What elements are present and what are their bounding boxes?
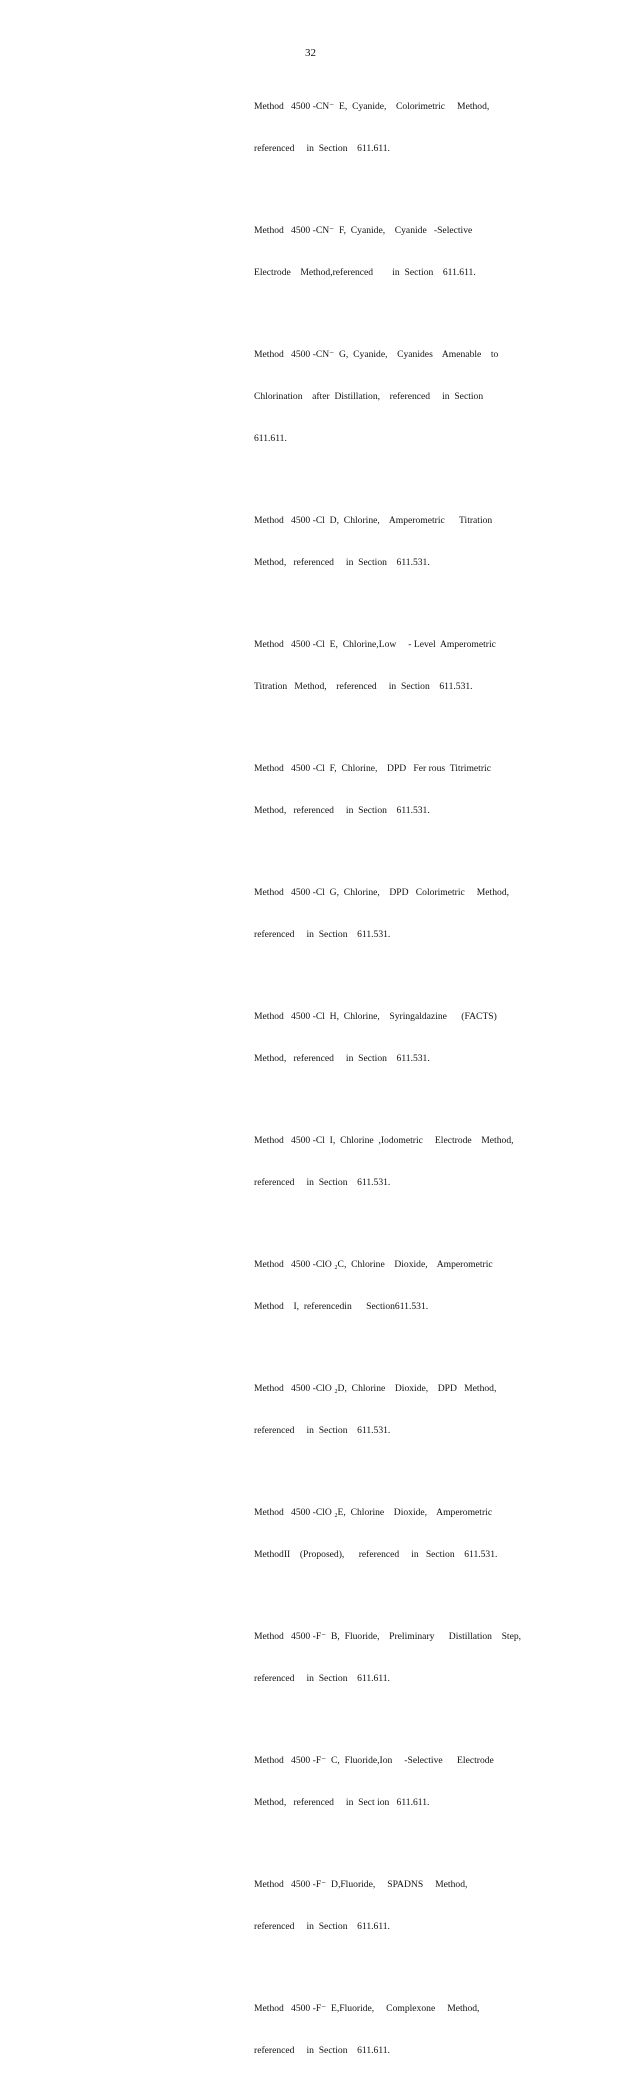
entry-line: Method 4500 -ClO ₂E, Chlorine Dioxide, Amperometric [254, 1507, 493, 1518]
entry-line: Method 4500 -Cl G, Chlorine, DPD Colorimetric Method, [254, 887, 510, 898]
method-entry [254, 1850, 544, 1962]
entry-line: Method 4500 -Cl H, Chlorine, Syringaldazine (FACTS) [254, 1011, 497, 1022]
method-entry [254, 982, 544, 1094]
entry-line: Chlorination after Distillation, referenced in Section [254, 391, 484, 402]
entry-line: Titration Method, referenced in Section 611.531. [254, 681, 473, 692]
entry-line: Method 4500 -ClO ₂C, Chlorine Dioxide, Amperometric [254, 1259, 493, 1270]
entry-line: Method 4500 -CN⁻ F, Cyanide, Cyanide -Selective [254, 225, 473, 236]
entry-line: Method 4500 -CN⁻ E, Cyanide, Colorimetric Method, [254, 101, 490, 112]
method-entry [254, 1478, 544, 1590]
entry-line: Method 4500 -Cl D, Chlorine, Amperometric Titration [254, 515, 493, 526]
entry-line: referenced in Section 611.611. [254, 143, 390, 154]
entry-line: Method 4500 -F⁻ D,Fluoride, SPADNS Method, [254, 1879, 468, 1890]
method-entry [254, 1230, 544, 1342]
entry-line: Method 4500 -Cl F, Chlorine, DPD Fer rous Titrimetric [254, 763, 491, 774]
method-entry [254, 1106, 544, 1218]
entry-line: referenced in Section 611.611. [254, 1673, 390, 1684]
entry-line: Electrode Method,referenced in Section 611.611. [254, 267, 476, 278]
entry-line: referenced in Section 611.531. [254, 929, 391, 940]
method-entry [254, 1726, 544, 1838]
entry-line: 611.611. [254, 433, 287, 444]
method-entry [254, 72, 544, 184]
entry-line: referenced in Section 611.531. [254, 1177, 391, 1188]
entry-line: Method, referenced in Section 611.531. [254, 557, 430, 568]
method-entry [254, 1354, 544, 1466]
method-entry [254, 858, 544, 970]
entry-line: Method 4500 -F⁻ E,Fluoride, Complexone Method, [254, 2003, 480, 2014]
entry-line: Method 4500 -F⁻ C, Fluoride,Ion -Selective Electrode [254, 1755, 494, 1766]
entry-line: Method 4500 -Cl E, Chlorine,Low - Level Amperometric [254, 639, 496, 650]
method-entry [254, 196, 544, 308]
method-entry [254, 1602, 544, 1714]
method-entry [254, 486, 544, 598]
method-list [254, 72, 544, 2098]
entry-line: referenced in Section 611.531. [254, 1425, 391, 1436]
entry-line: Method 4500 -Cl I, Chlorine ,Iodometric Electrode Method, [254, 1135, 514, 1146]
entry-line: Method 4500 -CN⁻ G, Cyanide, Cyanides Amenable to [254, 349, 499, 360]
method-entry [254, 1974, 544, 2086]
method-entry [254, 734, 544, 846]
entry-line: Method, referenced in Section 611.531. [254, 805, 430, 816]
method-entry [254, 610, 544, 722]
entry-line: Method I, referencedin Section611.531. [254, 1301, 429, 1312]
page-number: 32 [305, 47, 316, 59]
entry-line: referenced in Section 611.611. [254, 1921, 390, 1932]
entry-line: Method, referenced in Section 611.531. [254, 1053, 430, 1064]
entry-line: Method 4500 -F⁻ B, Fluoride, Preliminary Distillation Step, [254, 1631, 522, 1642]
entry-line: Method 4500 -ClO ₂D, Chlorine Dioxide, DPD Method, [254, 1383, 497, 1394]
entry-line: referenced in Section 611.611. [254, 2045, 390, 2056]
method-entry [254, 320, 544, 474]
entry-line: Method, referenced in Sect ion 611.611. [254, 1797, 430, 1808]
entry-line: MethodII (Proposed), referenced in Section 611.531. [254, 1549, 498, 1560]
